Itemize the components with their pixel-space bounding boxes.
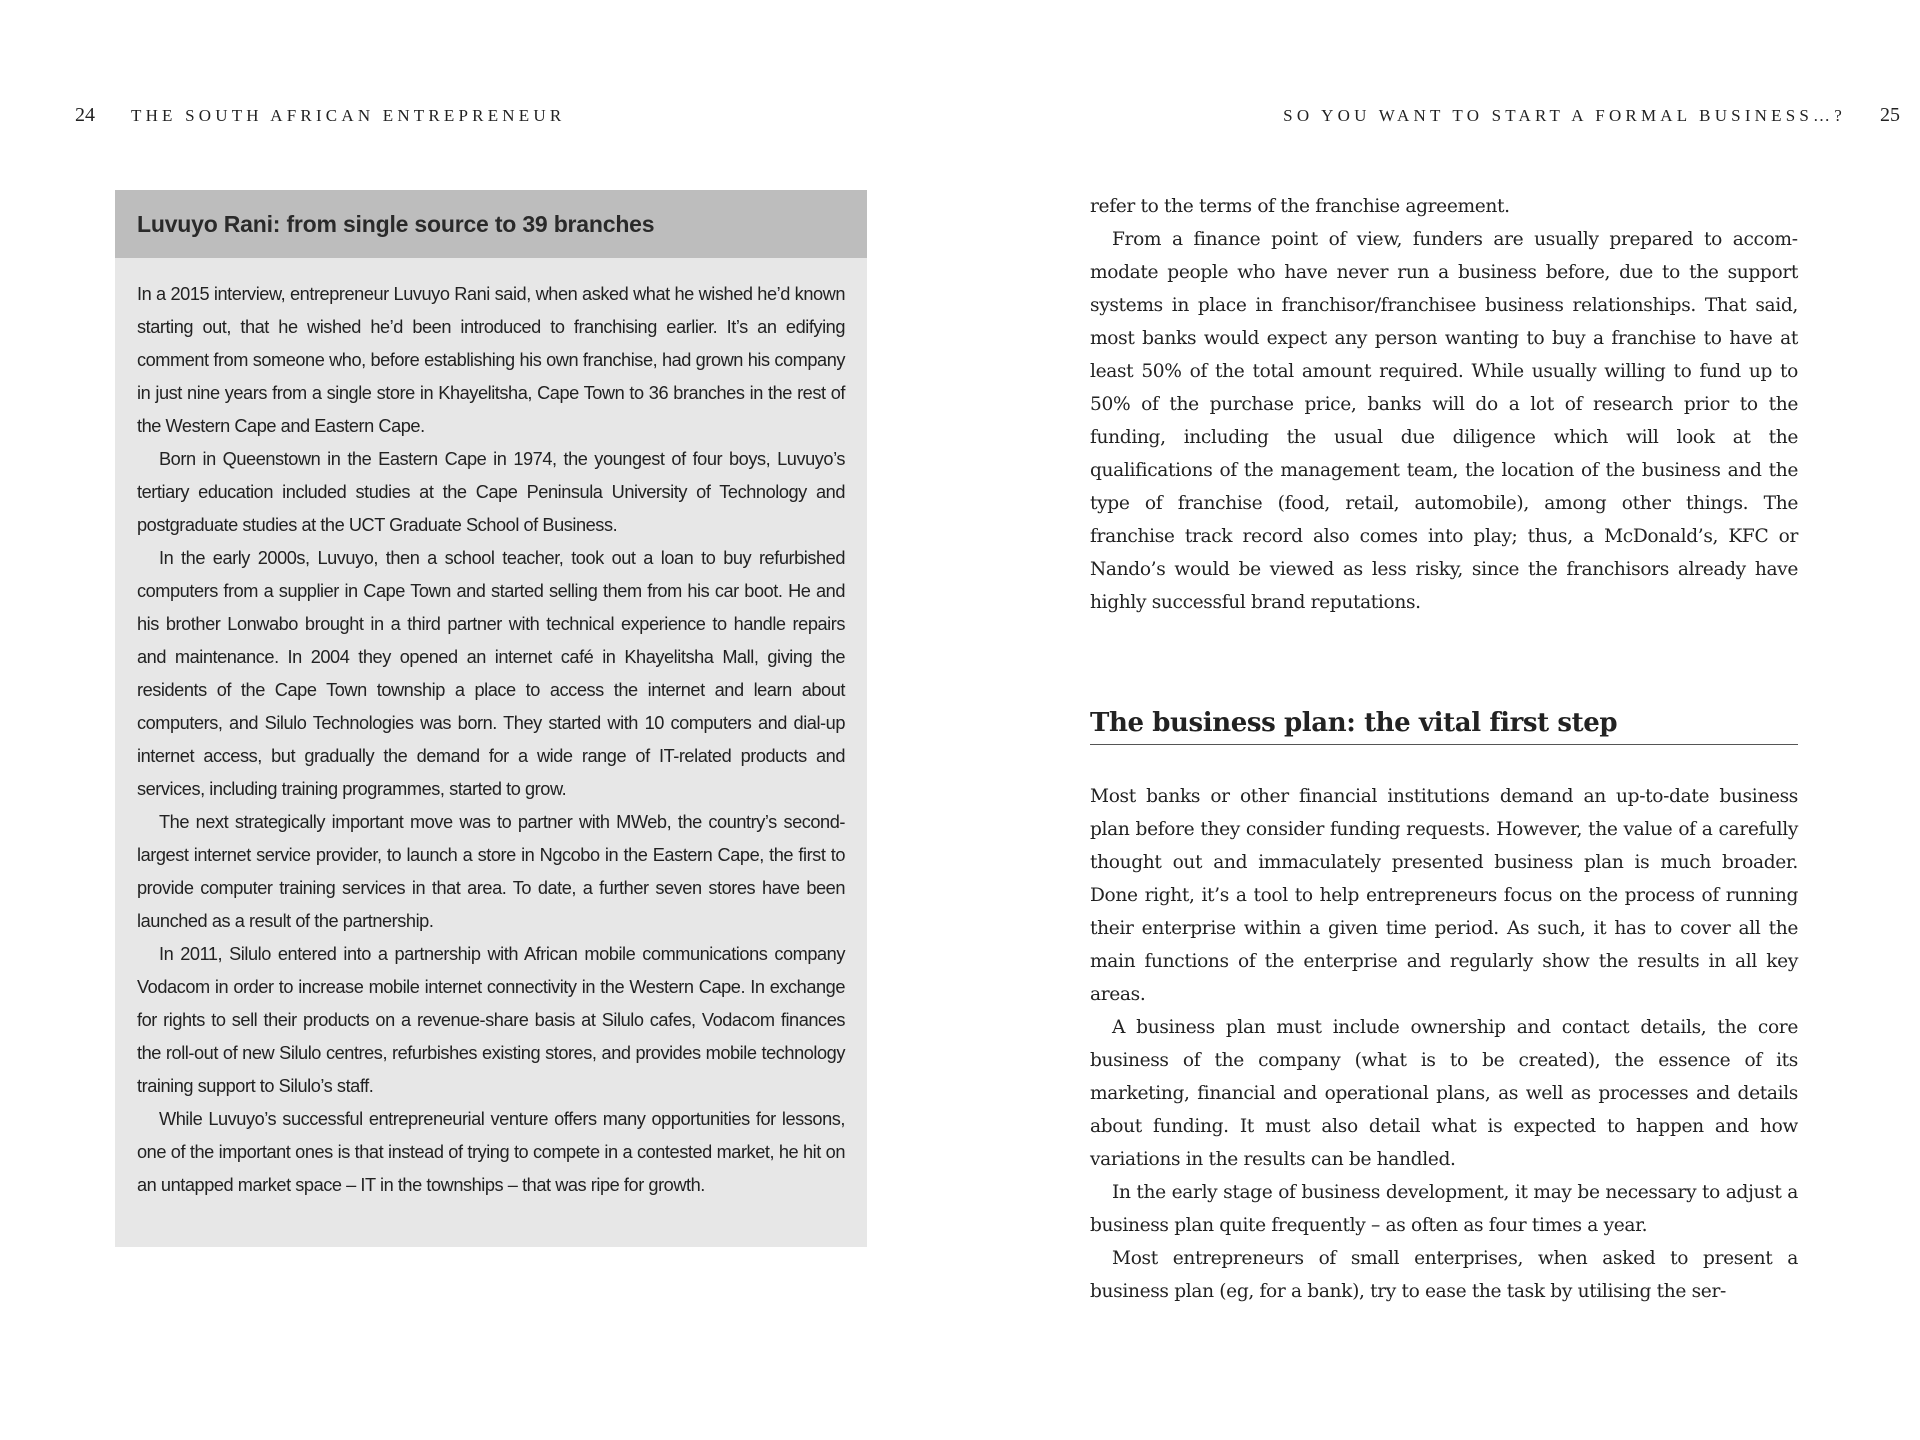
body-paragraph: Most banks or other financial institutions demand an up-to-date business plan before they consider funding requests. However, the value of a carefully thought out and immaculately presented business plan is much broader. Done right, it’s a tool to help entrepreneurs focus on the process of running their enterprise within a given time period. As such, it has to cover all the main functions of the enterprise and regularly show the results in all key areas. <box>1090 786 1798 1005</box>
body-text-bottom <box>1090 780 1798 1308</box>
sidebar-paragraph: In 2011, Silulo entered into a partnership with African mobile communications company Vodacom in order to increase mobile internet connectivity in the Western Cape. In exchange for rights to sell their products on a revenue-share basis at Silulo cafes, Vodacom finances the roll-out of new Silulo centres, refurbishes existing stores, and provides mobile technology training support to Silulo’s staff. <box>137 944 845 1096</box>
section-heading: The business plan: the vital first step <box>1090 708 1798 745</box>
left-running-head-title: THE SOUTH AFRICAN ENTREPRENEUR <box>131 106 566 125</box>
right-page-number: 25 <box>1880 104 1900 126</box>
sidebar-body <box>115 258 867 1202</box>
sidebar-paragraph: In a 2015 interview, entrepreneur Luvuyo Rani said, when asked what he wished he’d known starting out, that he wished he’d been introduced to franchising earlier. It’s an edifying comment from someone who, before establishing his own franchise, had grown his company in just nine years from a single store in Khayelitsha, Cape Town to 36 branches in the rest of the Western Cape and Eastern Cape. <box>137 284 845 436</box>
case-study-sidebar <box>115 190 867 1247</box>
right-running-head <box>1283 104 1900 128</box>
body-paragraph: A business plan must include ownership and contact details, the core business of the company (what is to be created), the essence of its marketing, financial and operational plans, as well as processes and details about funding. It must also detail what is expected to happen and how variations in the results can be handled. <box>1090 1017 1798 1170</box>
body-paragraph: refer to the terms of the franchise agreement. <box>1090 196 1510 217</box>
sidebar-header <box>115 190 867 258</box>
left-page-number: 24 <box>75 104 95 126</box>
body-paragraph: In the early stage of business development, it may be necessary to adjust a business plan quite frequently – as often as four times a year. <box>1090 1182 1798 1236</box>
sidebar-paragraph: While Luvuyo’s successful entrepreneurial venture offers many opportunities for lessons, one of the important ones is that instead of trying to compete in a contested market, he hit on an untapped market space – IT in the townships – that was ripe for growth. <box>137 1109 845 1195</box>
sidebar-paragraph: In the early 2000s, Luvuyo, then a school teacher, took out a loan to buy refurbished computers from a supplier in Cape Town and started selling them from his car boot. He and his brother Lonwabo brought in a third partner with technical experience to handle repairs and maintenance. In 2004 they opened an internet café in Khayelitsha Mall, giving the residents of the Cape Town township a place to access the internet and learn about computers, and Silulo Technologies was born. They started with 10 computers and dial-up internet access, but gradually the demand for a wide range of IT-related products and services, including training programmes, started to grow. <box>137 548 845 799</box>
left-running-head <box>75 104 565 128</box>
body-paragraph: From a finance point of view, funders are usually prepared to accommodate people who have never run a business before, due to the support systems in place in franchisor/franchisee business relationships. That said, most banks would expect any person wanting to buy a franchise to have at least 50% of the total amount required. While usually willing to fund up to 50% of the purchase price, banks will do a lot of research prior to the funding, including the usual due diligence which will look at the qualifications of the management team, the location of the business and the type of franchise (food, retail, automobile), among other things. The franchise track record also comes into play; thus, a McDonald’s, KFC or Nando’s would be viewed as less risky, since the franchisors already have highly successful brand reputations. <box>1090 229 1798 613</box>
sidebar-paragraph: The next strategically important move was to partner with MWeb, the country’s second-largest internet service provider, to launch a store in Ngcobo in the Eastern Cape, the first to provide computer training services in that area. To date, a further seven stores have been launched as a result of the partnership. <box>137 812 845 931</box>
body-paragraph: Most entrepreneurs of small enterprises, when asked to present a business plan (eg, for a bank), try to ease the task by utilising the ser- <box>1090 1248 1798 1302</box>
right-running-head-title: SO YOU WANT TO START A FORMAL BUSINESS…? <box>1283 106 1846 125</box>
sidebar-paragraph: Born in Queenstown in the Eastern Cape in 1974, the youngest of four boys, Luvuyo’s tertiary education included studies at the Cape Peninsula University of Technology and postgraduate studies at the UCT Graduate School of Business. <box>137 449 845 535</box>
sidebar-title: Luvuyo Rani: from single source to 39 branches <box>137 210 655 237</box>
body-text-top <box>1090 190 1798 619</box>
